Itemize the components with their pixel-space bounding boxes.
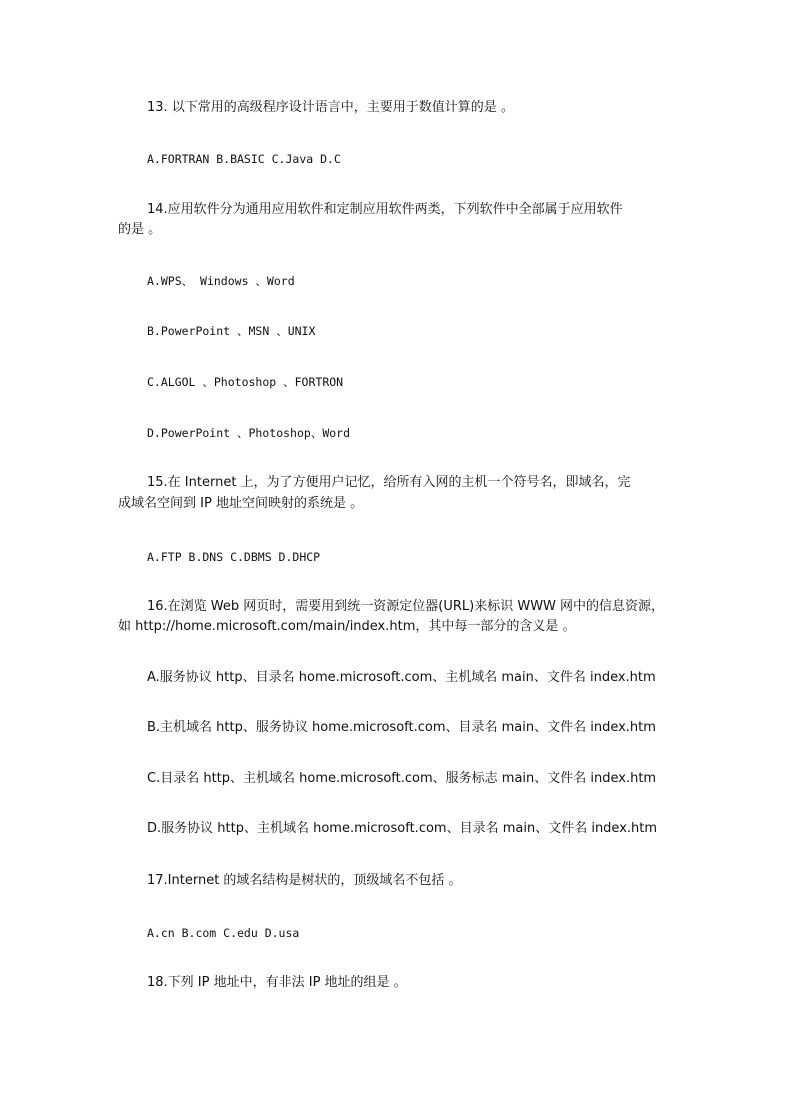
question-14-option-d: D.PowerPoint 、Photoshop、Word <box>147 426 351 440</box>
question-14-text-line1: 14.应用软件分为通用应用软件和定制应用软件两类，下列软件中全部属于应用软件 <box>147 202 623 217</box>
question-13-text: 13. 以下常用的高级程序设计语言中，主要用于数值计算的是 。 <box>147 100 514 115</box>
question-16-text-line2: 如 http://home.microsoft.com/main/index.htm，其中每一部分的含义是 。 <box>118 619 576 634</box>
question-16-option-b: B.主机域名 http、服务协议 home.microsoft.com、目录名 main、文件名 index.htm <box>147 720 656 735</box>
question-17-text: 17.Internet 的域名结构是树状的，顶级域名不包括 。 <box>147 873 462 888</box>
question-14-option-c: C.ALGOL 、Photoshop 、FORTRON <box>147 375 344 389</box>
question-18-text: 18.下列 IP 地址中，有非法 IP 地址的组是 。 <box>147 975 407 990</box>
question-16-option-a: A.服务协议 http、目录名 home.microsoft.com、主机域名 main、文件名 index.htm <box>147 670 656 685</box>
question-14-option-b: B.PowerPoint 、MSN 、UNIX <box>147 324 316 338</box>
question-16-option-c: C.目录名 http、主机域名 home.microsoft.com、服务标志 main、文件名 index.htm <box>147 771 657 786</box>
question-13-options: A.FORTRAN B.BASIC C.Java D.C <box>147 152 341 166</box>
question-15-text-line2: 成域名空间到 IP 地址空间映射的系统是 。 <box>118 496 364 511</box>
question-14-text-line2: 的是 。 <box>118 222 162 237</box>
question-17-options: A.cn B.com C.edu D.usa <box>147 926 300 940</box>
question-15-text-line1: 15.在 Internet 上，为了方便用户记忆，给所有入网的主机一个符号名，即域名，完 <box>147 475 631 490</box>
question-16-option-d: D.服务协议 http、主机域名 home.microsoft.com、目录名 main、文件名 index.htm <box>147 821 658 836</box>
question-16-text-line1: 16.在浏览 Web 网页时，需要用到统一资源定位器(URL)来标识 WWW 网中的信息资源， <box>147 599 665 614</box>
question-15-options: A.FTP B.DNS C.DBMS D.DHCP <box>147 550 321 564</box>
question-14-option-a: A.WPS、 Windows 、Word <box>147 274 295 288</box>
